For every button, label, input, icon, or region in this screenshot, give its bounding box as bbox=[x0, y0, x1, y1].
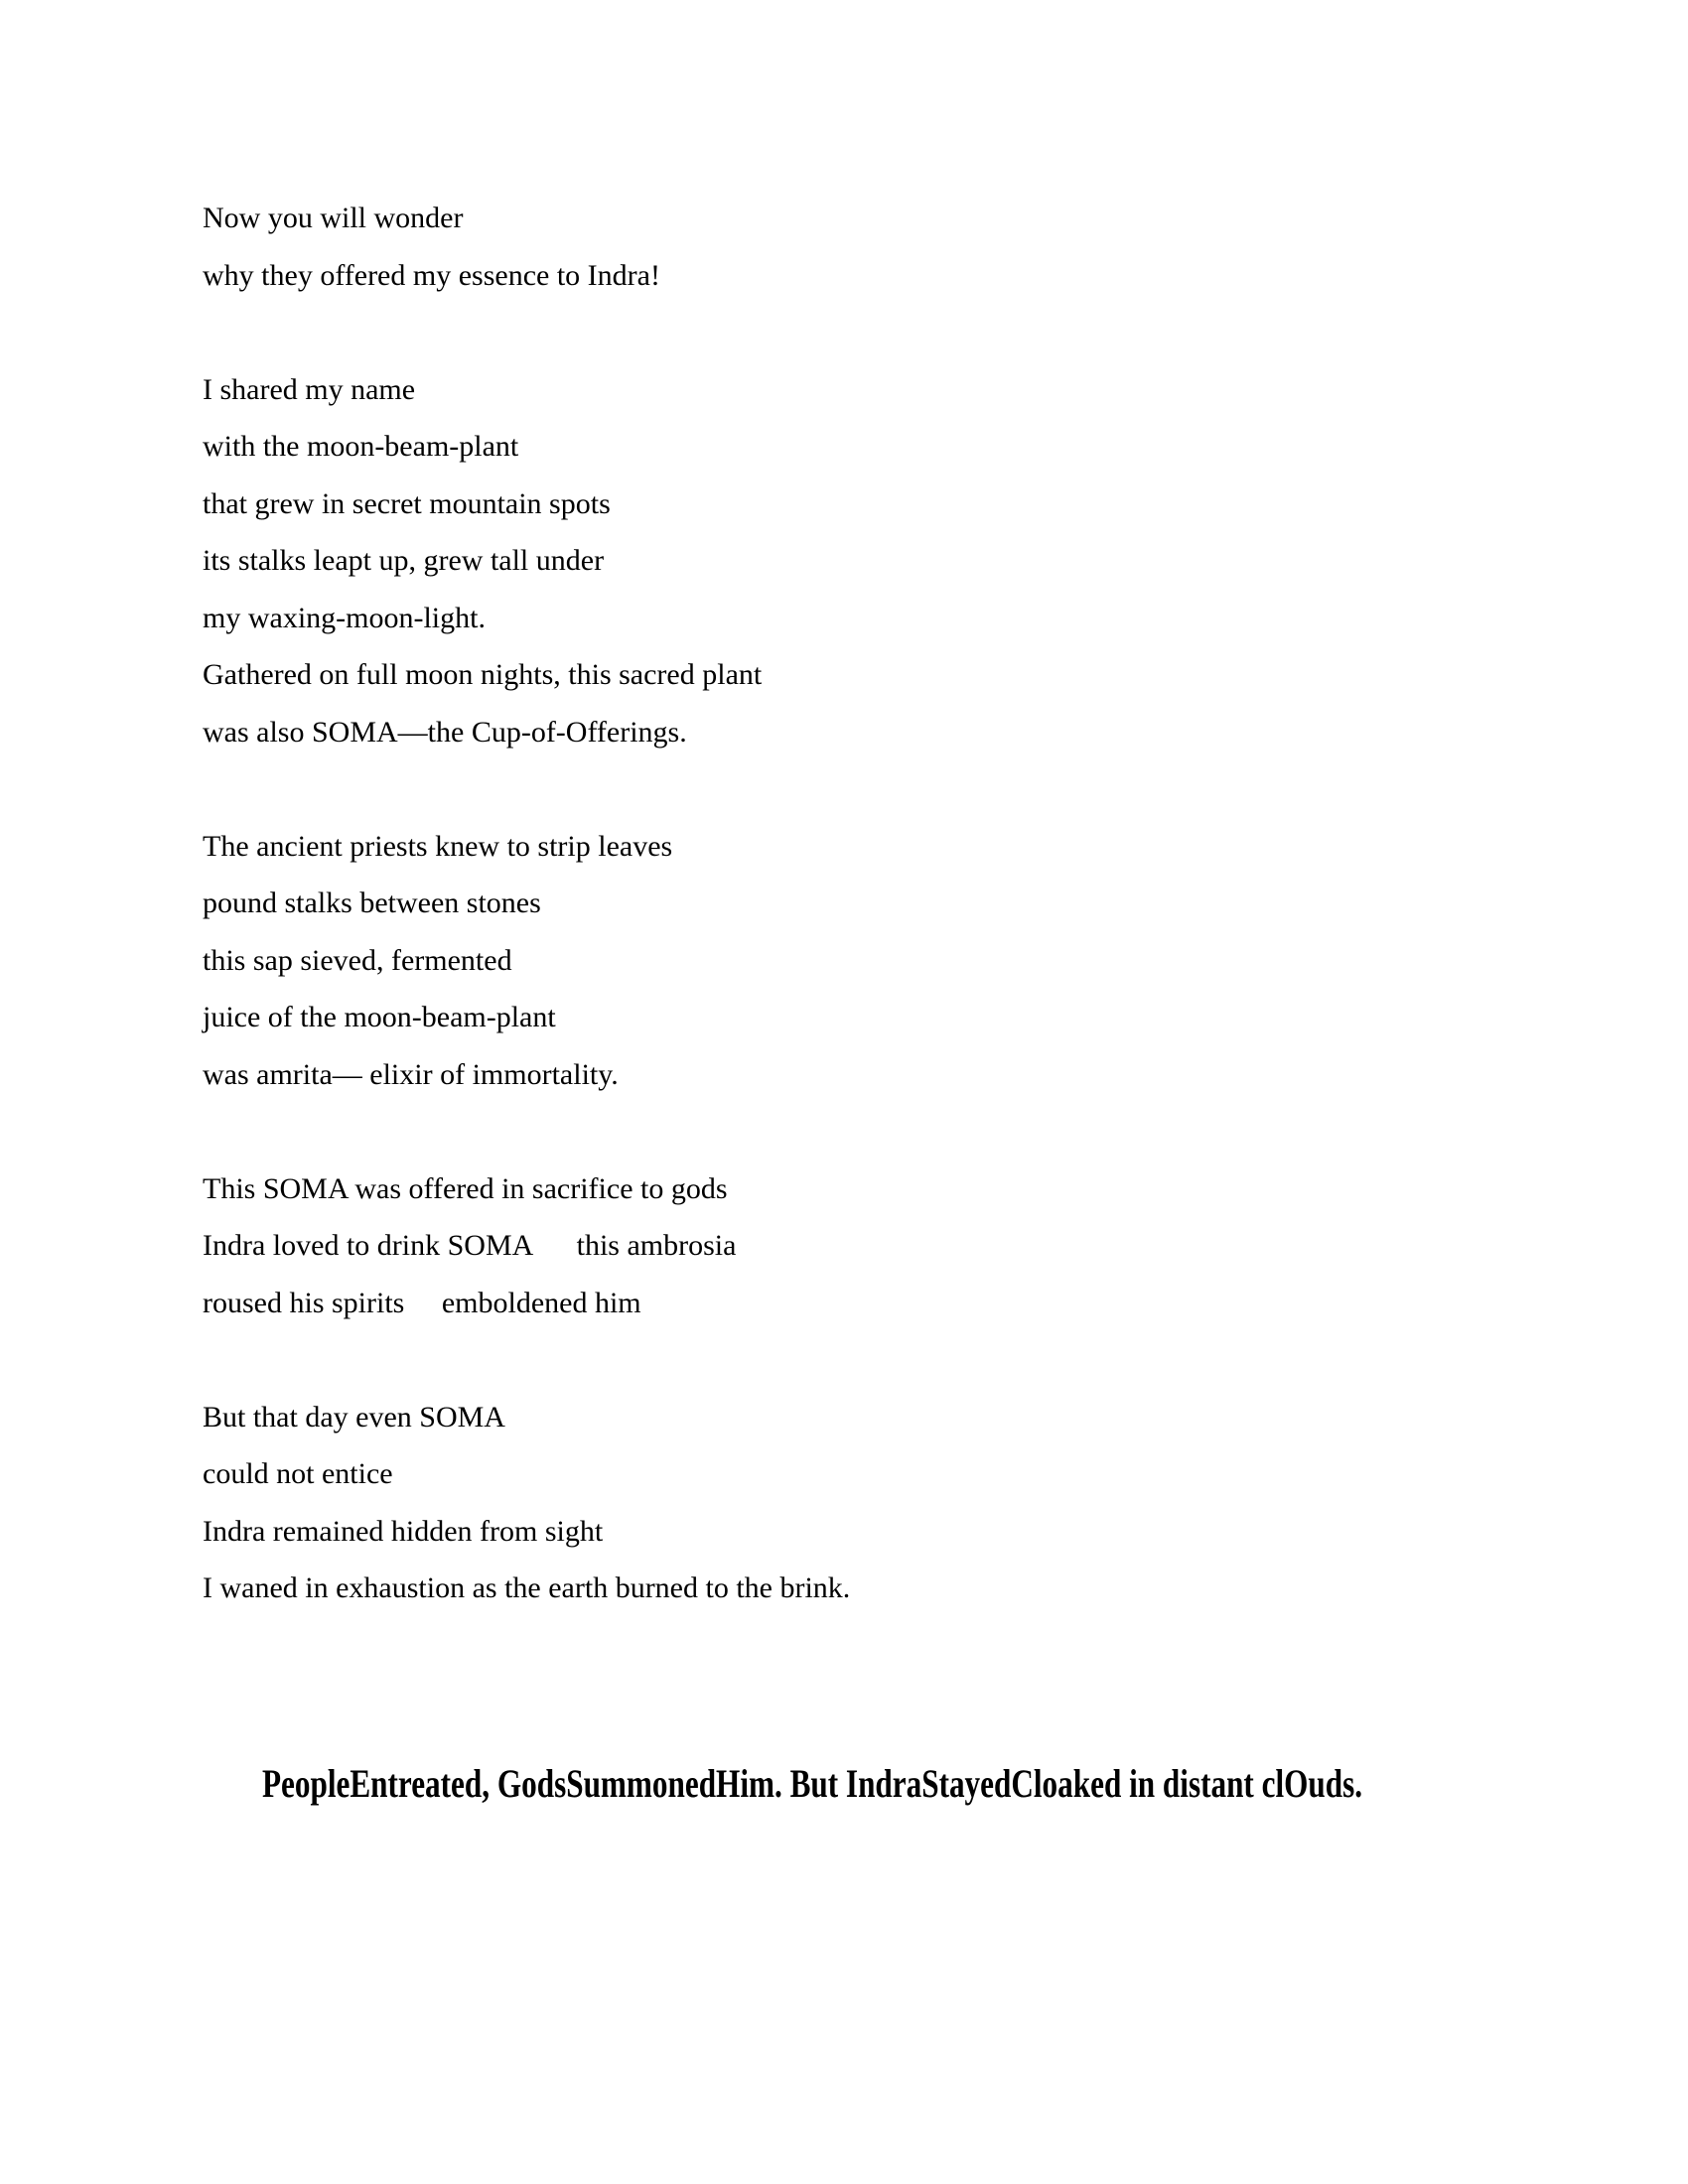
poem-line: I shared my name bbox=[203, 372, 416, 406]
stanza-5 bbox=[203, 1389, 1593, 1617]
stanza-4 bbox=[203, 1160, 1593, 1332]
poem-line: was amrita— elixir of immortality. bbox=[203, 1057, 619, 1091]
poem-line: roused his spirits emboldened him bbox=[203, 1286, 641, 1319]
poem-line: But that day even SOMA bbox=[203, 1400, 505, 1433]
poem-line: This SOMA was offered in sacrifice to gods bbox=[203, 1171, 728, 1205]
stanza-2 bbox=[203, 361, 1593, 761]
poem-line: with the moon-beam-plant bbox=[203, 430, 519, 463]
poem-line: could not entice bbox=[203, 1457, 393, 1490]
stanza-3 bbox=[203, 818, 1593, 1104]
poem-line: Indra loved to drink SOMA this ambrosia bbox=[203, 1229, 737, 1262]
poem-line: why they offered my essence to Indra! bbox=[203, 258, 660, 292]
poem-line: that grew in secret mountain spots bbox=[203, 486, 611, 520]
stanza-1 bbox=[203, 190, 1593, 304]
poem-line: its stalks leapt up, grew tall under bbox=[203, 544, 605, 577]
poem-line: Indra remained hidden from sight bbox=[203, 1514, 604, 1548]
poem-line: was also SOMA—the Cup-of-Offerings. bbox=[203, 715, 687, 749]
poem-line: my waxing-moon-light. bbox=[203, 601, 486, 634]
closing-bold-text: PeopleEntreated, GodsSummonedHim. But IndraStayedCloaked in distant clOuds. bbox=[262, 1760, 1363, 1806]
poem-line: this sap sieved, fermented bbox=[203, 943, 512, 977]
poem-line: pound stalks between stones bbox=[203, 887, 541, 919]
poem-line: juice of the moon-beam-plant bbox=[203, 1001, 556, 1033]
poem-line: Now you will wonder bbox=[203, 202, 464, 234]
closing-bold-line bbox=[203, 1695, 1593, 1873]
poem-body bbox=[203, 190, 1593, 1873]
poem-line: Gathered on full moon nights, this sacred plant bbox=[203, 658, 763, 691]
poem-line: I waned in exhaustion as the earth burned to the brink. bbox=[203, 1571, 851, 1604]
poem-line: The ancient priests knew to strip leaves bbox=[203, 829, 673, 863]
